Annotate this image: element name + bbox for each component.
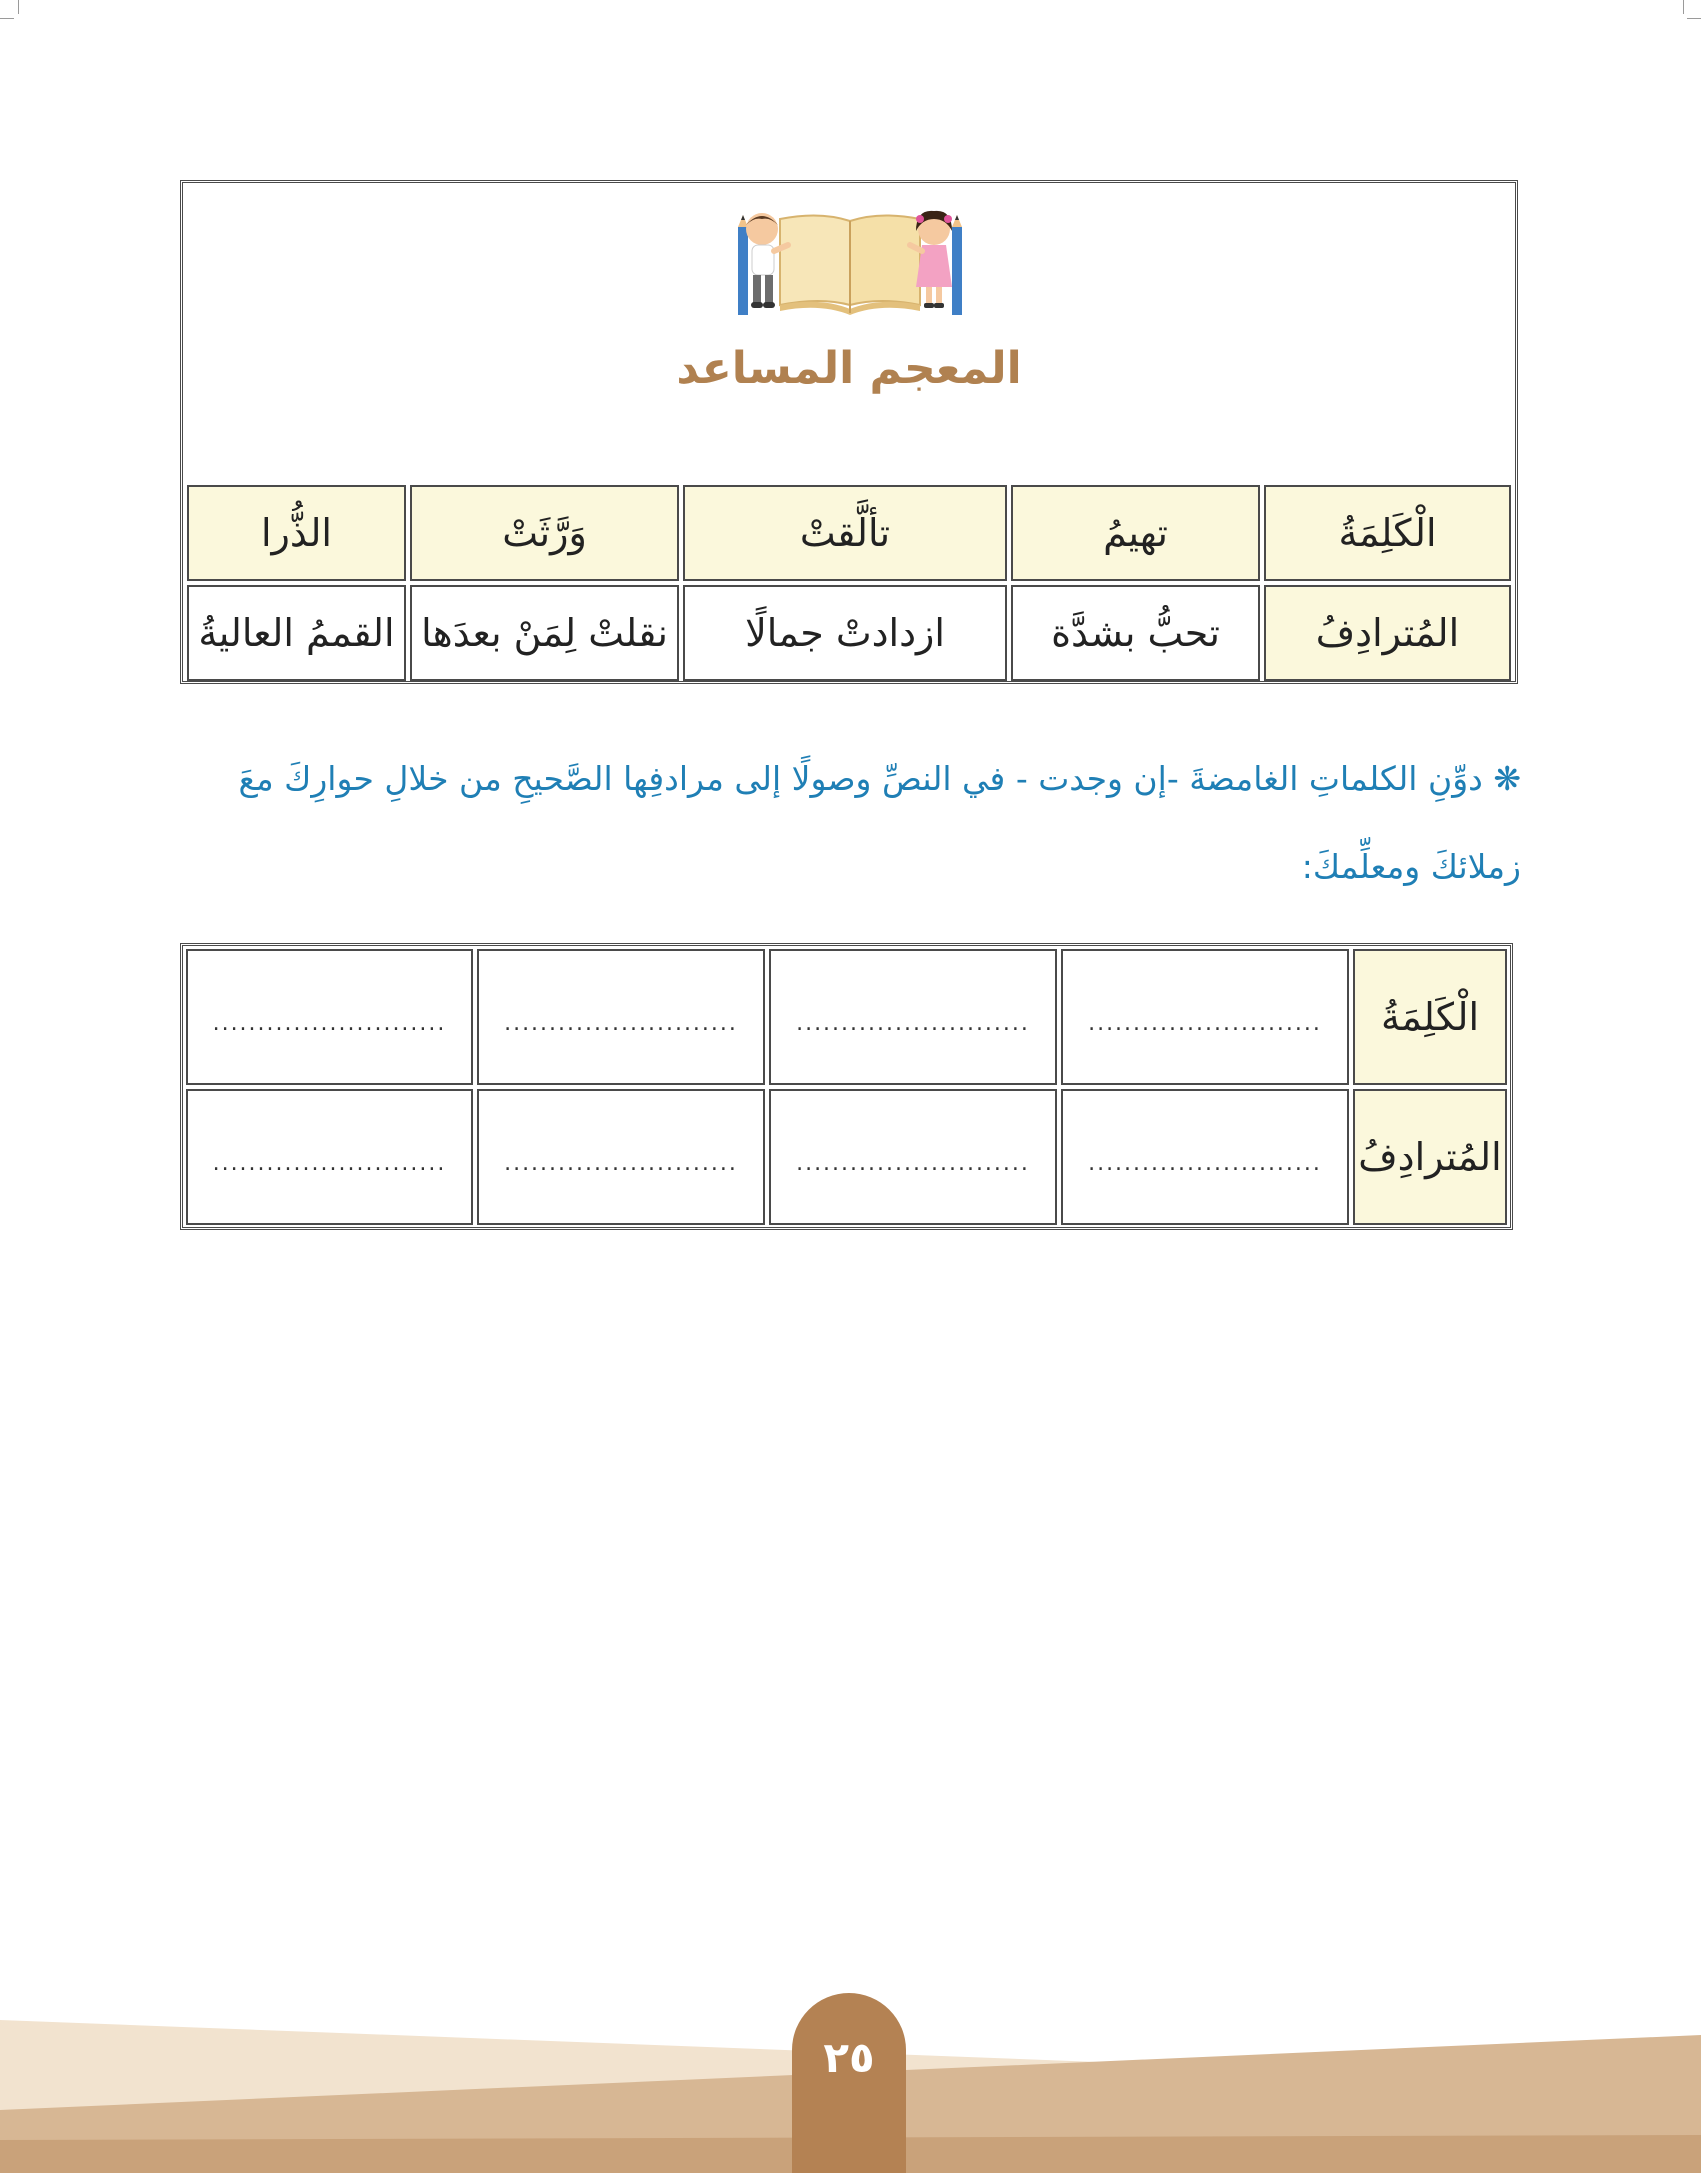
dotted-blank: .......................... — [212, 1011, 447, 1036]
dictionary-word: تهيمُ — [1011, 485, 1260, 581]
exercise-table-box — [180, 943, 1513, 1230]
crop-mark — [1683, 0, 1684, 14]
exercise-synonym-label: المُترادِفُ — [1353, 1089, 1507, 1225]
crop-mark — [1687, 18, 1701, 19]
synonym-row-label: المُترادِفُ — [1264, 585, 1511, 681]
children-holding-open-book-icon — [730, 205, 970, 327]
page-number: ٢٥ — [792, 1993, 906, 2173]
exercise-synonym-blank[interactable] — [769, 1089, 1057, 1225]
dotted-blank: .......................... — [504, 1151, 738, 1176]
dotted-blank: .......................... — [1088, 1151, 1322, 1176]
dictionary-word: الذُّرا — [187, 485, 406, 581]
crop-mark — [0, 18, 14, 19]
instruction-line-1-text: دوِّنِ الكلماتِ الغامضةَ -إن وجدت - في النصِّ وصولًا إلى مرادفِها الصَّحيحِ من خلالِ حوارِكَ معَ — [238, 759, 1483, 798]
dictionary-word: تألَّقتْ — [683, 485, 1007, 581]
exercise-word-blank[interactable] — [477, 949, 765, 1085]
helper-dictionary-box — [180, 180, 1518, 684]
table-row-words — [187, 485, 1511, 581]
exercise-synonym-blank[interactable] — [477, 1089, 765, 1225]
dotted-blank: .......................... — [1088, 1011, 1322, 1036]
instruction-line-2: زملائكَ ومعلِّمكَ: — [1301, 847, 1521, 886]
exercise-word-blank[interactable] — [1061, 949, 1349, 1085]
exercise-word-label: الْكَلِمَةُ — [1353, 949, 1507, 1085]
dotted-blank: .......................... — [212, 1151, 447, 1176]
dotted-blank: .......................... — [504, 1011, 738, 1036]
dictionary-table — [183, 481, 1515, 685]
dictionary-synonym: ازدادتْ جمالًا — [683, 585, 1007, 681]
bullet-star-icon: ❋ — [1493, 759, 1521, 798]
dotted-blank: .......................... — [796, 1151, 1030, 1176]
dictionary-synonym: نقلتْ لِمَنْ بعدَها — [410, 585, 679, 681]
instruction-line-1 — [181, 735, 1521, 823]
exercise-word-blank[interactable] — [769, 949, 1057, 1085]
dictionary-synonym: تحبُّ بشدَّة — [1011, 585, 1260, 681]
table-row-synonyms — [187, 585, 1511, 681]
exercise-row-synonyms — [186, 1089, 1507, 1225]
dictionary-synonym: القممُ العاليةُ — [187, 585, 406, 681]
exercise-row-words — [186, 949, 1507, 1085]
dotted-blank: .......................... — [796, 1011, 1030, 1036]
word-row-label: الْكَلِمَةُ — [1264, 485, 1511, 581]
dictionary-word: وَرَّثَتْ — [410, 485, 679, 581]
dictionary-title: المعجم المساعد — [676, 343, 1022, 394]
dictionary-header — [183, 183, 1515, 485]
instruction-text — [181, 735, 1521, 911]
exercise-word-blank[interactable] — [186, 949, 473, 1085]
exercise-table — [182, 945, 1511, 1229]
exercise-synonym-blank[interactable] — [186, 1089, 473, 1225]
exercise-synonym-blank[interactable] — [1061, 1089, 1349, 1225]
crop-mark — [18, 0, 19, 14]
